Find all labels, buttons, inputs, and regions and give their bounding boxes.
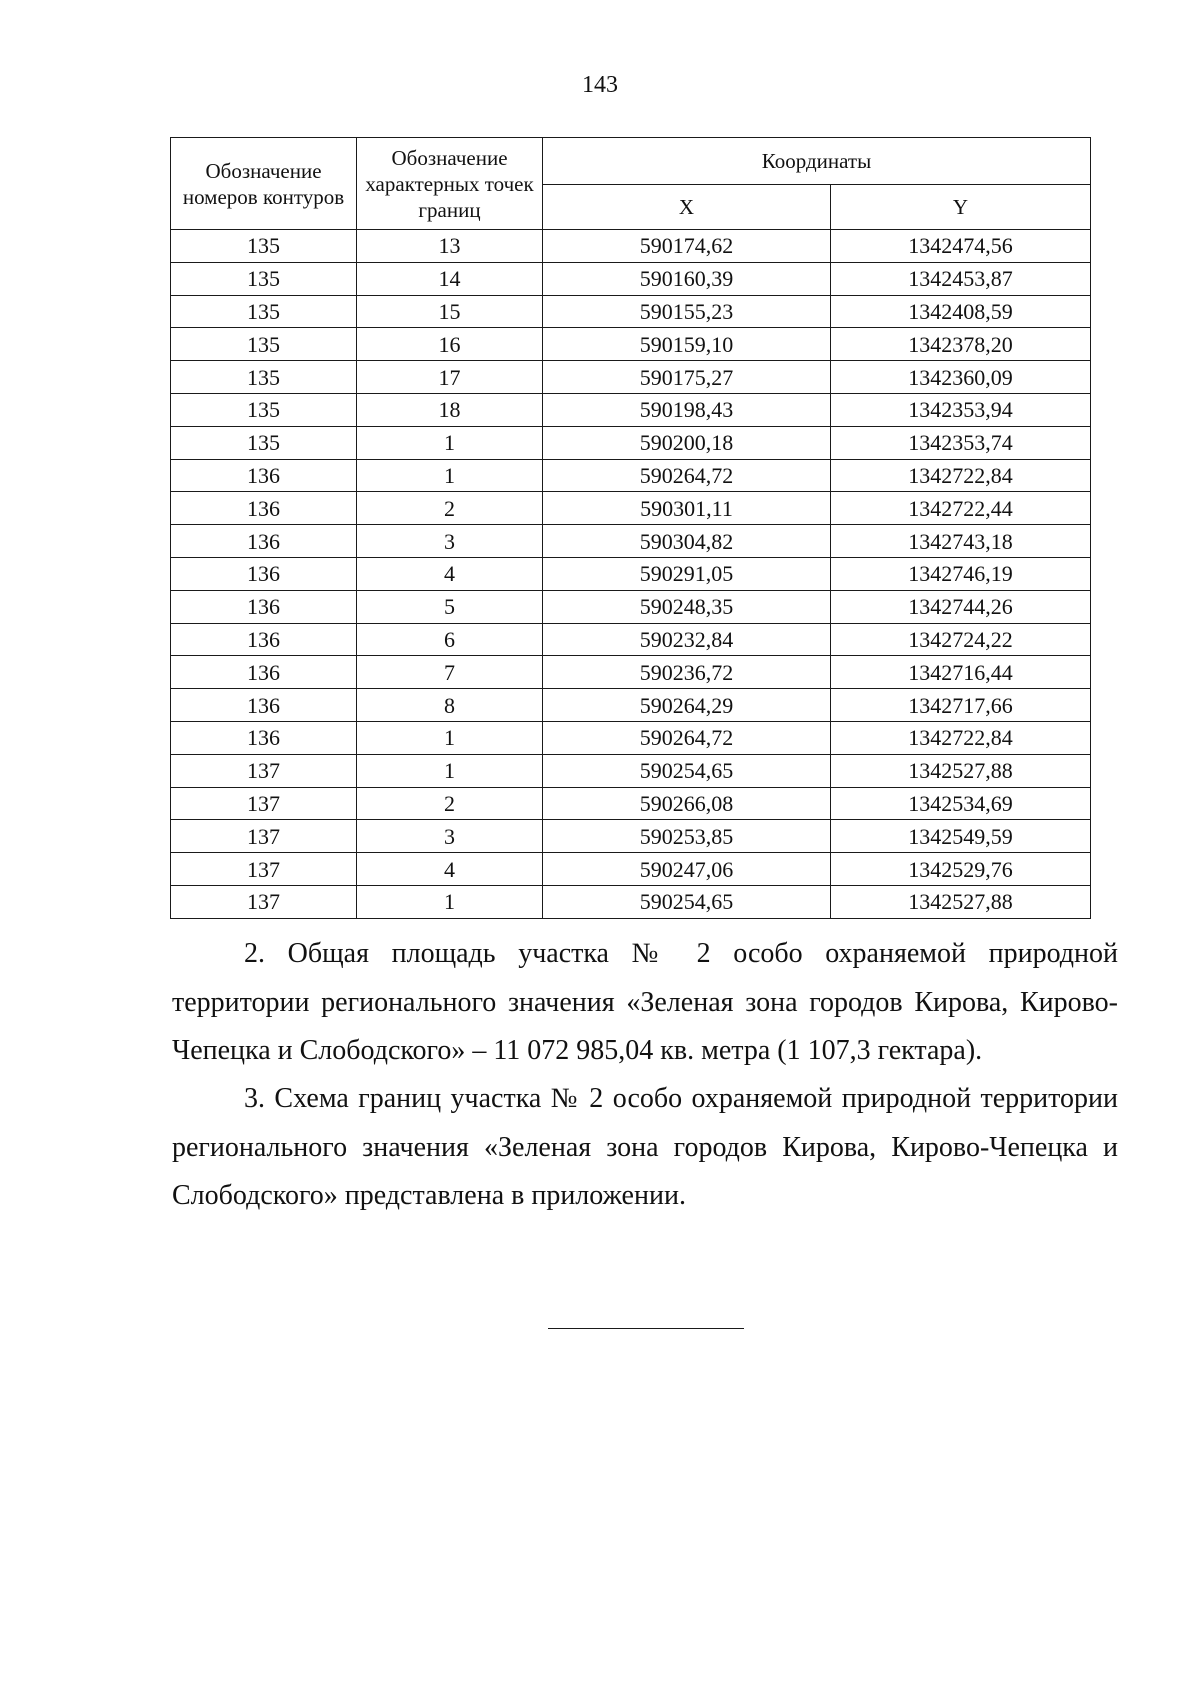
- cell-y: 1342527,88: [831, 754, 1091, 787]
- cell-contour: 135: [171, 328, 357, 361]
- cell-y: 1342724,22: [831, 623, 1091, 656]
- cell-point: 4: [357, 557, 543, 590]
- cell-contour: 136: [171, 459, 357, 492]
- cell-point: 4: [357, 853, 543, 886]
- table-row: [171, 689, 1091, 722]
- cell-y: 1342722,44: [831, 492, 1091, 525]
- cell-contour: 135: [171, 361, 357, 394]
- table-row: [171, 820, 1091, 853]
- cell-contour: 136: [171, 590, 357, 623]
- cell-x: 590254,65: [543, 754, 831, 787]
- cell-y: 1342360,09: [831, 361, 1091, 394]
- cell-x: 590175,27: [543, 361, 831, 394]
- cell-x: 590304,82: [543, 525, 831, 558]
- cell-point: 3: [357, 525, 543, 558]
- cell-contour: 137: [171, 885, 357, 918]
- header-contour-numbers: Обозначение номеров контуров: [171, 138, 357, 230]
- cell-y: 1342743,18: [831, 525, 1091, 558]
- cell-point: 3: [357, 820, 543, 853]
- cell-point: 14: [357, 262, 543, 295]
- cell-x: 590264,72: [543, 459, 831, 492]
- cell-point: 1: [357, 885, 543, 918]
- cell-x: 590264,72: [543, 721, 831, 754]
- cell-contour: 136: [171, 623, 357, 656]
- cell-contour: 135: [171, 230, 357, 263]
- header-x: X: [543, 185, 831, 230]
- table-row: [171, 361, 1091, 394]
- cell-y: 1342744,26: [831, 590, 1091, 623]
- cell-x: 590200,18: [543, 426, 831, 459]
- coordinates-table-header: [171, 138, 1091, 230]
- cell-contour: 135: [171, 262, 357, 295]
- cell-point: 1: [357, 459, 543, 492]
- table-row: [171, 754, 1091, 787]
- table-row: [171, 262, 1091, 295]
- cell-x: 590266,08: [543, 787, 831, 820]
- cell-y: 1342534,69: [831, 787, 1091, 820]
- cell-x: 590198,43: [543, 393, 831, 426]
- cell-point: 1: [357, 721, 543, 754]
- header-y: Y: [831, 185, 1091, 230]
- cell-contour: 135: [171, 295, 357, 328]
- table-row: [171, 656, 1091, 689]
- table-row: [171, 295, 1091, 328]
- table-row: [171, 459, 1091, 492]
- end-rule: [548, 1328, 744, 1329]
- table-row: [171, 853, 1091, 886]
- cell-x: 590248,35: [543, 590, 831, 623]
- cell-contour: 137: [171, 820, 357, 853]
- header-boundary-points: Обозначение характерных точек границ: [357, 138, 543, 230]
- cell-x: 590264,29: [543, 689, 831, 722]
- cell-y: 1342353,94: [831, 393, 1091, 426]
- cell-point: 2: [357, 787, 543, 820]
- table-row: [171, 230, 1091, 263]
- cell-x: 590291,05: [543, 557, 831, 590]
- cell-contour: 136: [171, 525, 357, 558]
- cell-point: 13: [357, 230, 543, 263]
- coordinates-table: [170, 137, 1091, 919]
- cell-x: 590247,06: [543, 853, 831, 886]
- cell-x: 590236,72: [543, 656, 831, 689]
- cell-point: 18: [357, 393, 543, 426]
- cell-y: 1342378,20: [831, 328, 1091, 361]
- cell-contour: 137: [171, 853, 357, 886]
- cell-y: 1342716,44: [831, 656, 1091, 689]
- cell-x: 590254,65: [543, 885, 831, 918]
- cell-x: 590253,85: [543, 820, 831, 853]
- cell-y: 1342549,59: [831, 820, 1091, 853]
- cell-point: 5: [357, 590, 543, 623]
- cell-x: 590160,39: [543, 262, 831, 295]
- header-coordinates: Координаты: [543, 138, 1091, 185]
- table-row: [171, 426, 1091, 459]
- table-row: [171, 525, 1091, 558]
- cell-contour: 136: [171, 492, 357, 525]
- cell-y: 1342408,59: [831, 295, 1091, 328]
- page-number: 143: [582, 72, 618, 98]
- cell-point: 2: [357, 492, 543, 525]
- cell-y: 1342527,88: [831, 885, 1091, 918]
- cell-x: 590159,10: [543, 328, 831, 361]
- cell-contour: 136: [171, 656, 357, 689]
- cell-point: 7: [357, 656, 543, 689]
- cell-y: 1342722,84: [831, 459, 1091, 492]
- table-row: [171, 492, 1091, 525]
- cell-point: 15: [357, 295, 543, 328]
- cell-x: 590174,62: [543, 230, 831, 263]
- table-row: [171, 393, 1091, 426]
- paragraph-total-area: 2. Общая площадь участка № 2 особо охраняемой природной территории регионального значения «Зеленая зона городов Кирова, Кирово-Чепецка и Слободского» – 11 072 985,04 кв. метра (1 107,3 гектара).: [172, 938, 1118, 1066]
- cell-point: 6: [357, 623, 543, 656]
- cell-point: 16: [357, 328, 543, 361]
- cell-point: 1: [357, 426, 543, 459]
- cell-x: 590301,11: [543, 492, 831, 525]
- cell-x: 590155,23: [543, 295, 831, 328]
- cell-contour: 137: [171, 754, 357, 787]
- cell-contour: 136: [171, 689, 357, 722]
- cell-point: 1: [357, 754, 543, 787]
- cell-y: 1342474,56: [831, 230, 1091, 263]
- cell-contour: 137: [171, 787, 357, 820]
- cell-y: 1342746,19: [831, 557, 1091, 590]
- coordinates-table-body: [171, 230, 1091, 919]
- table-row: [171, 623, 1091, 656]
- cell-contour: 135: [171, 426, 357, 459]
- cell-x: 590232,84: [543, 623, 831, 656]
- table-row: [171, 590, 1091, 623]
- cell-y: 1342529,76: [831, 853, 1091, 886]
- table-row: [171, 328, 1091, 361]
- cell-y: 1342353,74: [831, 426, 1091, 459]
- cell-contour: 135: [171, 393, 357, 426]
- table-row: [171, 885, 1091, 918]
- paragraph-boundary-scheme: 3. Схема границ участка № 2 особо охраняемой природной территории регионального значения «Зеленая зона городов Кирова, Кирово-Чепецка и Слободского» представлена в приложении.: [172, 1083, 1118, 1211]
- cell-contour: 136: [171, 557, 357, 590]
- cell-y: 1342722,84: [831, 721, 1091, 754]
- cell-contour: 136: [171, 721, 357, 754]
- table-row: [171, 787, 1091, 820]
- cell-y: 1342717,66: [831, 689, 1091, 722]
- cell-y: 1342453,87: [831, 262, 1091, 295]
- cell-point: 8: [357, 689, 543, 722]
- table-row: [171, 557, 1091, 590]
- table-row: [171, 721, 1091, 754]
- cell-point: 17: [357, 361, 543, 394]
